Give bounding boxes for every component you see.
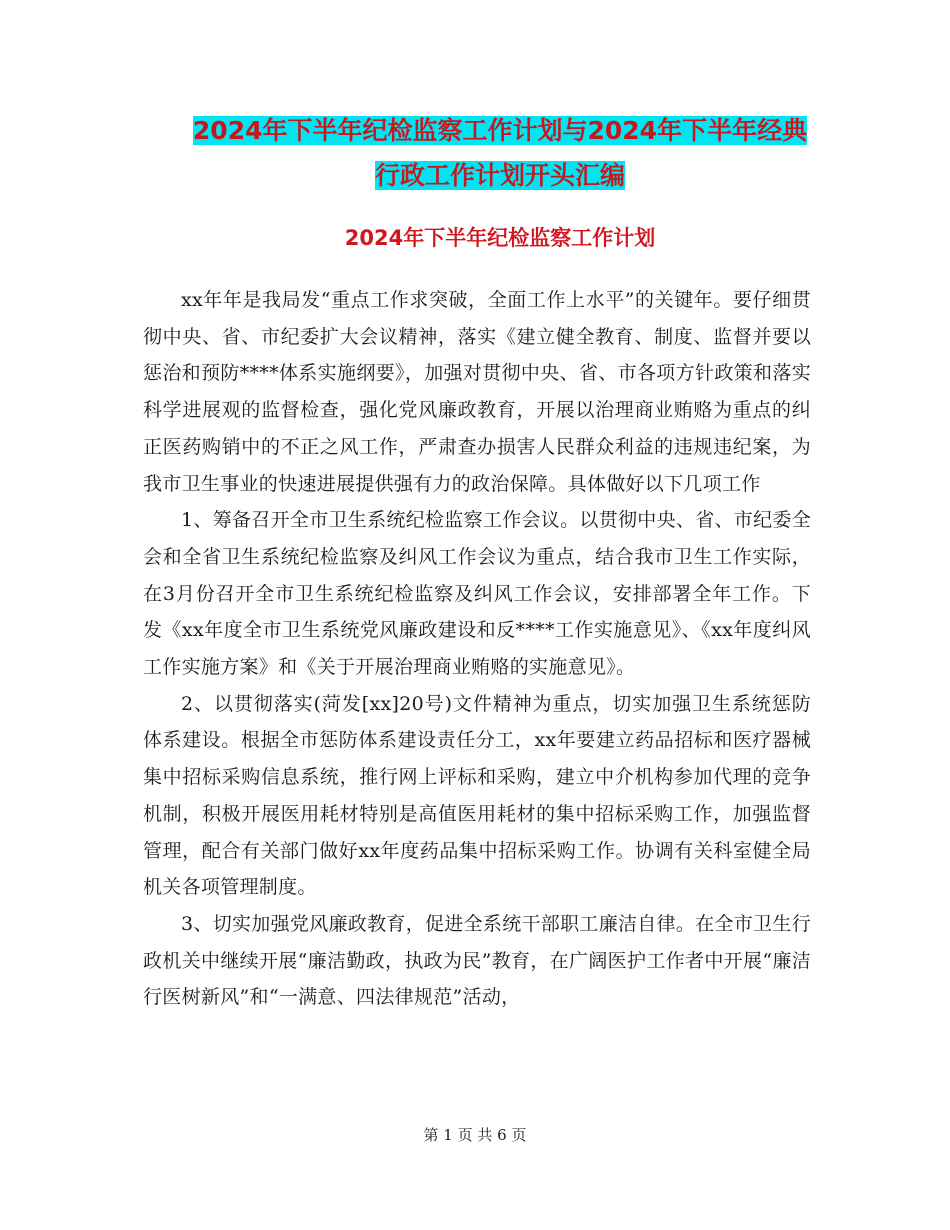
title-line-1: 2024年下半年纪检监察工作计划与2024年下半年经典	[192, 116, 808, 145]
page-footer: 第 1 页 共 6 页	[423, 1126, 527, 1144]
section-title: 2024年下半年纪检监察工作计划	[344, 226, 656, 250]
paragraph-intro: xx年年是我局发“重点工作求突破，全面工作上水平”的关键年。要仔细贯彻中央、省、市纪委扩大会议精神，落实《建立健全教育、制度、监督并要以惩治和预防****体系实施纲要》，加强对贯彻中央、省、市各项方针政策和落实科学进展观的监督检查，强化党风廉政教育，开展以治理商业贿赂为重点的纠正医药购销中的不正之风工作，严肃查办损害人民群众利益的违规违纪案，为我市卫生事业的快速进展提供强有力的政治保障。具体做好以下几项工作	[143, 289, 811, 495]
title-line-2: 行政工作计划开头汇编	[374, 161, 625, 190]
document-body	[143, 282, 811, 1016]
paragraph-item-1: 1、筹备召开全市卫生系统纪检监察工作会议。以贯彻中央、省、市纪委全会和全省卫生系统纪检监察及纠风工作会议为重点，结合我市卫生工作实际，在3月份召开全市卫生系统纪检监察及纠风工作会议，安排部署全年工作。下发《xx年度全市卫生系统党风廉政建设和反****工作实施意见》、《xx年度纠风工作实施方案》和《关于开展治理商业贿赂的实施意见》。	[143, 509, 811, 679]
document-title	[140, 108, 860, 198]
paragraph-item-2: 2、以贯彻落实(菏发[xx]20号)文件精神为重点，切实加强卫生系统惩防体系建设。根据全市惩防体系建设责任分工，xx年要建立药品招标和医疗器械集中招标采购信息系统，推行网上评标和采购，建立中介机构参加代理的竞争机制，积极开展医用耗材特别是高值医用耗材的集中招标采购工作，加强监督管理，配合有关部门做好xx年度药品集中招标采购工作。协调有关科室健全局机关各项管理制度。	[143, 692, 811, 899]
paragraph-item-3: 3、切实加强党风廉政教育，促进全系统干部职工廉洁自律。在全市卫生行政机关中继续开展“廉洁勤政，执政为民”教育，在广阔医护工作者中开展“廉洁行医树新风”和“一满意、四法律规范”活动，	[143, 912, 811, 1009]
